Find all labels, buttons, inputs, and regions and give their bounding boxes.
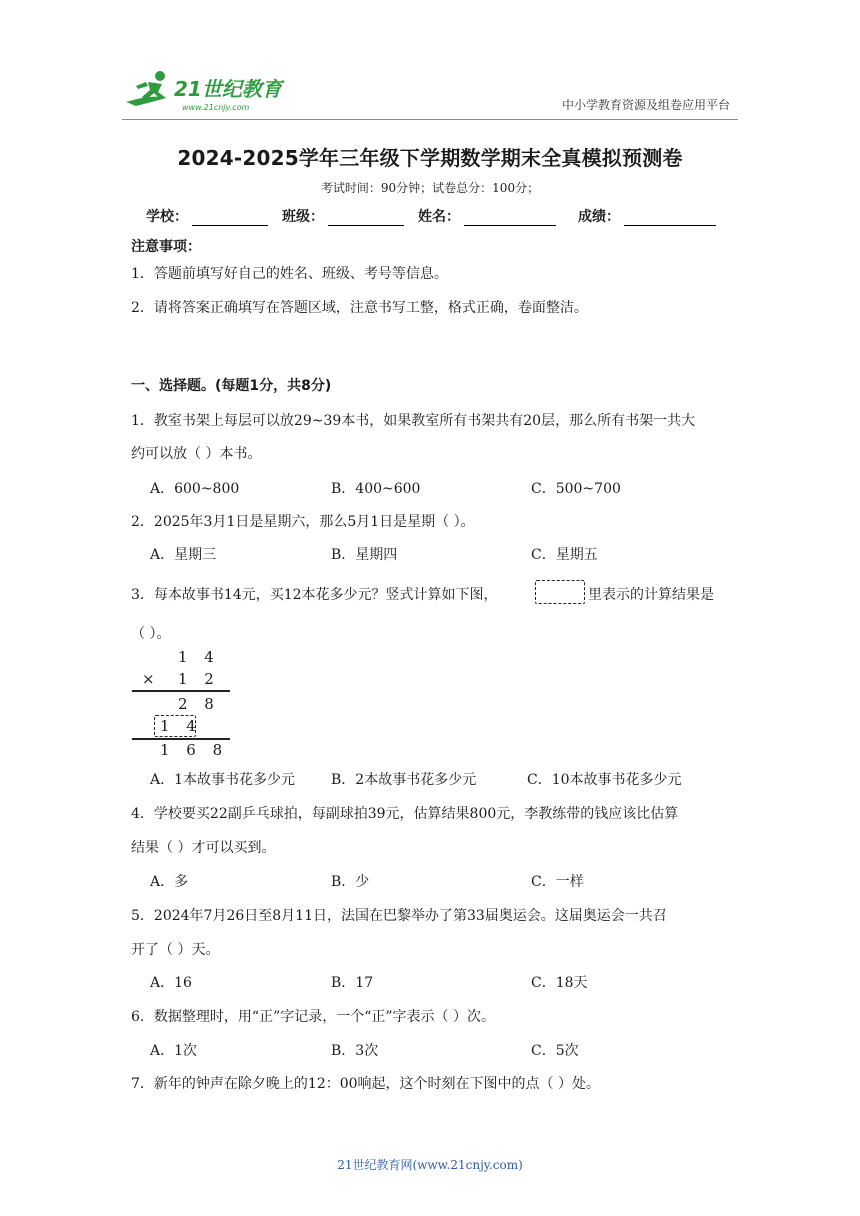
q5-option-b[interactable]: B．17 (331, 975, 374, 991)
calc-rule-2 (132, 738, 230, 740)
q1-option-a[interactable]: A．600~800 (150, 481, 240, 497)
question-3-text: 3．每本故事书14元，买12本花多少元？竖式计算如下图， (131, 587, 498, 603)
svg-text:21世纪教育: 21世纪教育 (174, 77, 282, 101)
school-label: 学校： (146, 209, 188, 225)
q5-option-c[interactable]: C．18天 (531, 975, 588, 991)
q3-option-c[interactable]: C．10本故事书花多少元 (527, 772, 682, 788)
class-field (282, 206, 404, 226)
question-5-text-cont: 开了（ ）天。 (131, 942, 220, 958)
runner-logo-icon (122, 68, 294, 118)
notice-item: 1．答题前填写好自己的姓名、班级、考号等信息。 (131, 266, 448, 282)
dashed-box-marker (535, 580, 585, 604)
site-logo (122, 68, 294, 118)
q1-option-c[interactable]: C．500~700 (531, 481, 621, 497)
q4-option-c[interactable]: C．一样 (531, 874, 584, 890)
school-field (146, 206, 268, 226)
multiplicand: 1 4 (178, 648, 220, 666)
multiplier: 1 2 (178, 670, 220, 688)
platform-tagline: 中小学教育资源及组卷应用平台 (561, 98, 730, 112)
q4-option-b[interactable]: B．少 (331, 874, 370, 890)
class-input[interactable] (328, 211, 404, 226)
page-title: 2024-2025学年三年级下学期数学期末全真模拟预测卷 (177, 146, 683, 170)
footer-link[interactable]: 21世纪教育网(www.21cnjy.com) (337, 1158, 523, 1172)
score-input[interactable] (624, 211, 716, 226)
notice-heading: 注意事项： (131, 239, 201, 255)
q6-option-b[interactable]: B．3次 (331, 1043, 379, 1059)
q3-option-a[interactable]: A．1本故事书花多少元 (150, 772, 296, 788)
question-5-text: 5．2024年7月26日至8月11日，法国在巴黎举办了第33届奥运会。这届奥运会一共召 (131, 908, 667, 924)
question-3-text-tail: 里表示的计算结果是 (588, 587, 714, 603)
q2-option-a[interactable]: A．星期三 (150, 547, 217, 563)
question-4-text: 4．学校要买22副乒乓球拍，每副球拍39元，估算结果800元，李教练带的钱应该比估算 (131, 806, 679, 822)
q4-option-a[interactable]: A．多 (150, 874, 189, 890)
exam-info: 考试时间：90分钟；试卷总分：100分； (320, 181, 540, 195)
partial-product-2: 1 4 (160, 717, 202, 735)
notice-item: 2．请将答案正确填写在答题区域，注意书写工整，格式正确，卷面整洁。 (131, 300, 588, 316)
partial-product-1: 2 8 (178, 695, 220, 713)
q2-option-c[interactable]: C．星期五 (531, 547, 598, 563)
question-7-text: 7．新年的钟声在除夕晚上的12：00响起，这个时刻在下图中的点（ ）处。 (131, 1076, 600, 1092)
q6-option-a[interactable]: A．1次 (150, 1043, 198, 1059)
name-label: 姓名： (418, 209, 460, 225)
calc-rule-1 (132, 690, 230, 692)
question-1-text: 1．教室书架上每层可以放29~39本书，如果教室所有书架共有20层，那么所有书架一共大 (131, 413, 696, 429)
times-sign: × (142, 670, 161, 688)
name-field (418, 206, 556, 226)
question-6-text: 6．数据整理时，用“正”字记录，一个“正”字表示（ ）次。 (131, 1009, 495, 1025)
q1-option-b[interactable]: B．400~600 (331, 481, 421, 497)
class-label: 班级： (282, 209, 324, 225)
q6-option-c[interactable]: C．5次 (531, 1043, 579, 1059)
school-input[interactable] (192, 211, 268, 226)
score-label: 成绩： (578, 209, 620, 225)
question-1-text-cont: 约可以放（ ）本书。 (131, 446, 262, 462)
section-heading: 一、选择题。(每题1分，共8分) (131, 378, 332, 394)
question-2-text: 2．2025年3月1日是星期六，那么5月1日是星期（ ）。 (131, 514, 475, 530)
name-input[interactable] (464, 211, 556, 226)
question-3-text-cont: （ ）。 (131, 626, 171, 642)
question-4-text-cont: 结果（ ）才可以买到。 (131, 840, 276, 856)
q3-option-b[interactable]: B．2本故事书花多少元 (331, 772, 477, 788)
product-result: 1 6 8 (160, 741, 229, 759)
score-field (578, 206, 716, 226)
q5-option-a[interactable]: A．16 (150, 975, 192, 991)
q2-option-b[interactable]: B．星期四 (331, 547, 398, 563)
header-divider (122, 119, 738, 120)
svg-text:www.21cnjy.com: www.21cnjy.com (182, 103, 250, 112)
